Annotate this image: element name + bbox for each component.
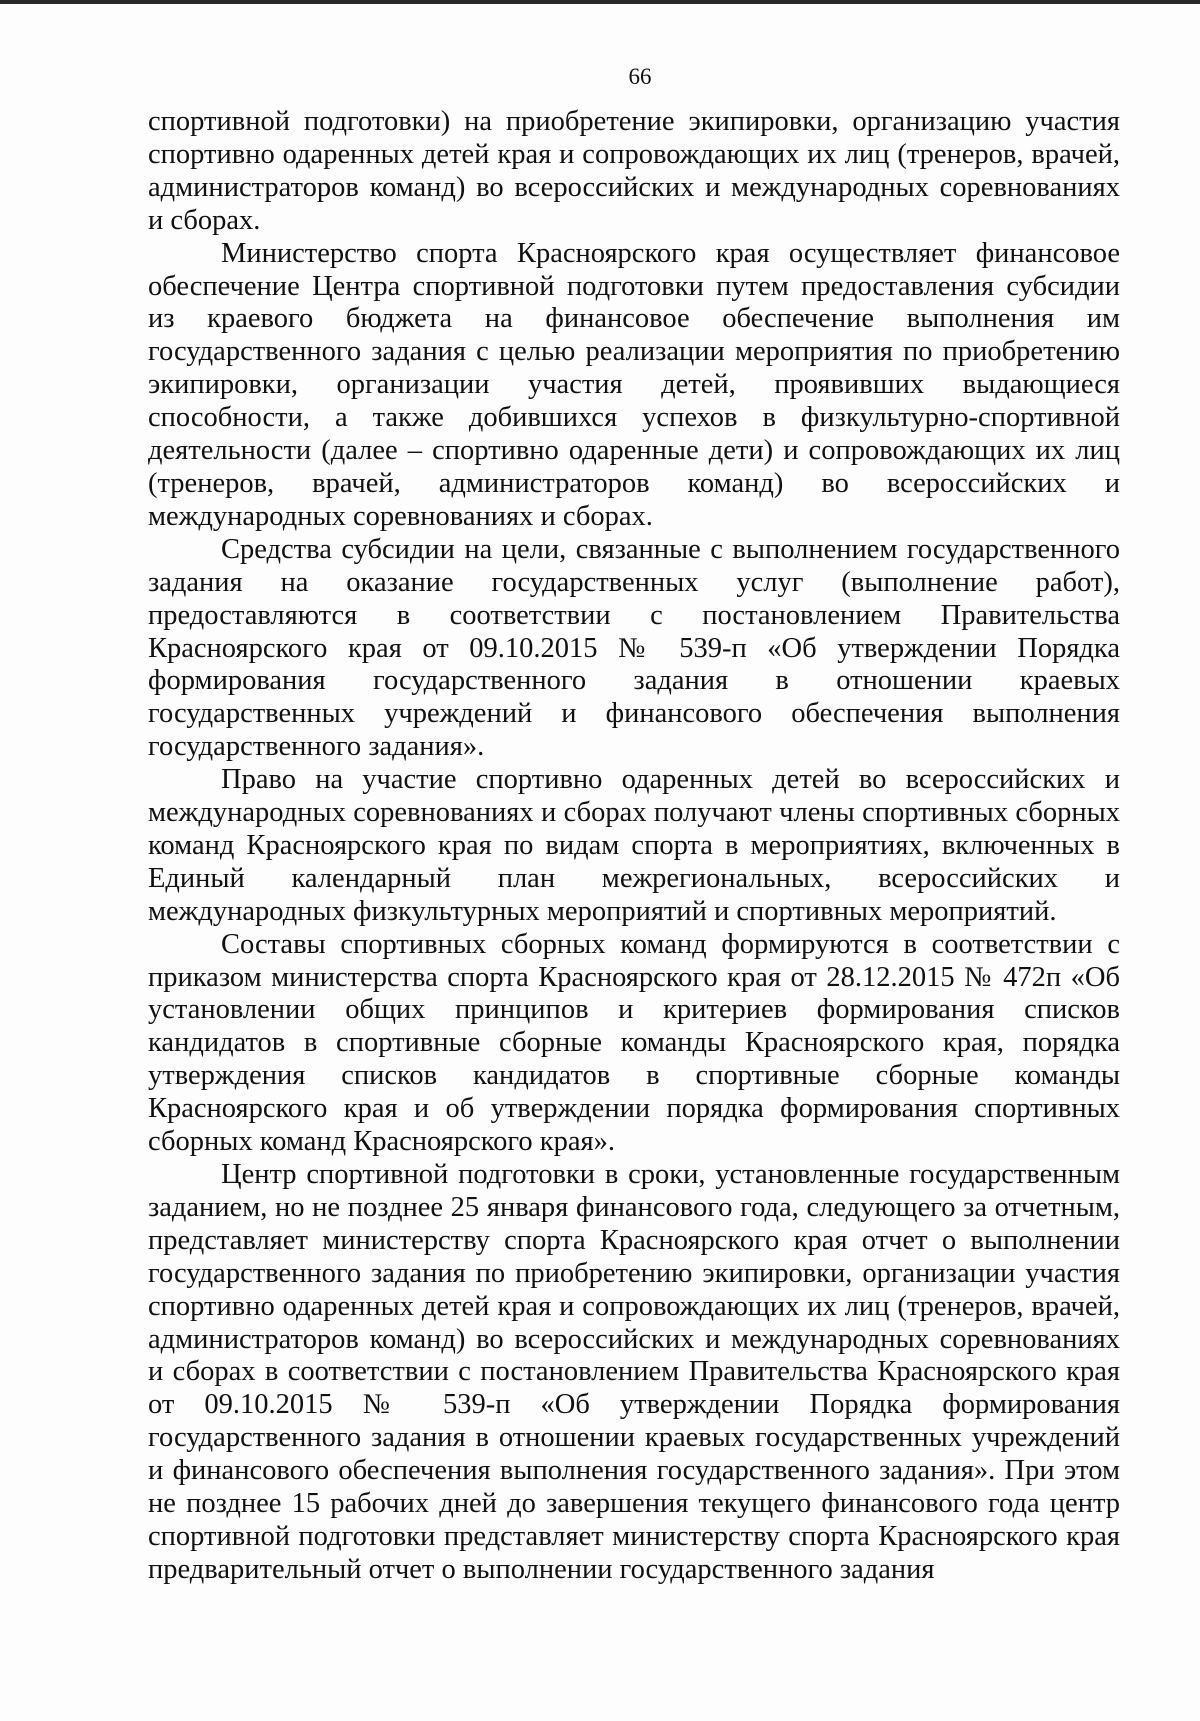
paragraph: Составы спортивных сборных команд формируются в соответствии с приказом министерства спорта Красноярского края от 28.12.2015 № 472п «Об установлении общих принципов и критериев формирования списков кандидатов в спортивные сборные команды Красноярского края, порядка утверждения списков кандидатов в спортивные сборные команды Красноярского края и об утверждении порядка формирования спортивных сборных команд Красноярского края». (148, 928, 1120, 1158)
paragraph-continuation: спортивной подготовки) на приобретение экипировки, организацию участия спортивно одаренных детей края и сопровождающих их лиц (тренеров, врачей, администраторов команд) во всероссийских и международных соревнованиях и сборах. (148, 106, 1120, 236)
paragraph: Центр спортивной подготовки в сроки, установленные государственным заданием, но не позднее 25 января финансового года, следующего за отчетным, представляет министерству спорта Красноярского края отчет о выполнении государственного задания по приобретению экипировки, организации участия спортивно одаренных детей края и сопровождающих их лиц (тренеров, врачей, администраторов команд) во всероссийских и международных соревнованиях и сборах в соответствии с постановлением Правительства Красноярского края от 09.10.2015 № 539-п «Об утверждении Порядка формирования государственного задания в отношении краевых государственных учреждений и финансового обеспечения выполнения государственного задания». При этом не позднее 15 рабочих дней до завершения текущего финансового года центр спортивной подготовки представляет министерству спорта Красноярского края предварительный отчет о выполнении государственного задания (148, 1159, 1120, 1585)
paragraph: Министерство спорта Красноярского края осуществляет финансовое обеспечение Центра спортивной подготовки путем предоставления субсидии из краевого бюджета на финансовое обеспечение выполнения им государственного задания с целью реализации мероприятия по приобретению экипировки, организации участия детей, проявивших выдающиеся способности, а также добившихся успехов в физкультурно-спортивной деятельности (далее – спортивно одаренные дети) и сопровождающих их лиц (тренеров, врачей, администраторов команд) во всероссийских и международных соревнованиях и сборах. (148, 237, 1120, 532)
document-body (148, 106, 1120, 1587)
paragraph: Средства субсидии на цели, связанные с выполнением государственного задания на оказание государственных услуг (выполнение работ), предоставляются в соответствии с постановлением Правительства Красноярского края от 09.10.2015 № 539-п «Об утверждении Порядка формирования государственного задания в отношении краевых государственных учреждений и финансового обеспечения выполнения государственного задания». (148, 533, 1120, 763)
scan-top-edge (0, 0, 1200, 4)
page-number: 66 (628, 64, 652, 89)
paragraph: Право на участие спортивно одаренных детей во всероссийских и международных соревнованиях и сборах получают члены спортивных сборных команд Красноярского края по видам спорта в мероприятиях, включенных в Единый календарный план межрегиональных, всероссийских и международных физкультурных мероприятий и спортивных мероприятий. (148, 764, 1120, 927)
